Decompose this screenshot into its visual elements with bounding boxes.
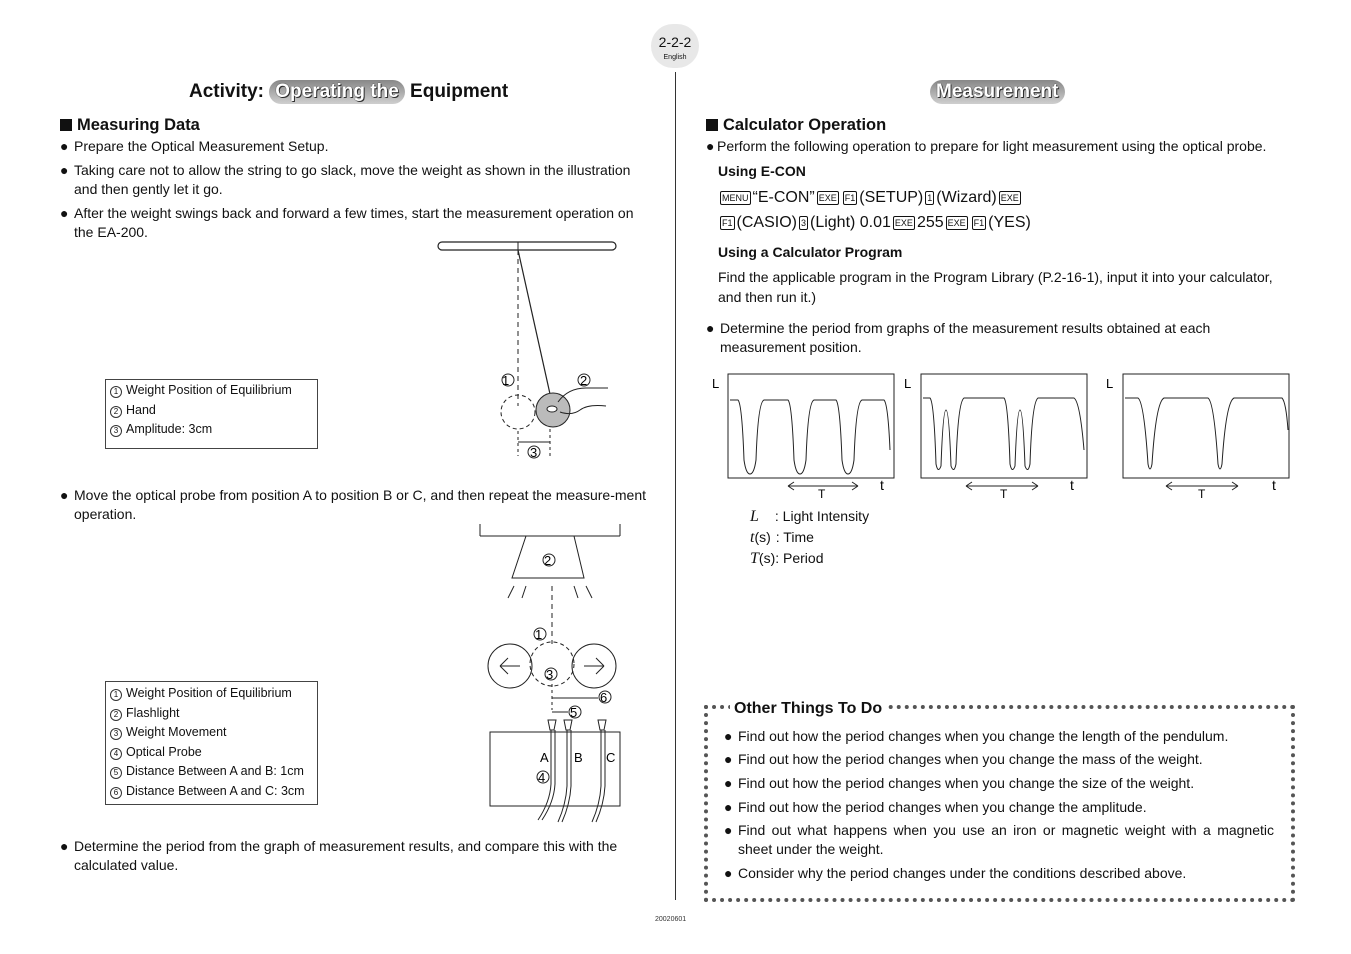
legend-number: 5 xyxy=(110,767,122,779)
activity-title-highlight: Operating the xyxy=(269,80,405,104)
legend-row xyxy=(106,762,317,782)
f1-key-icon: F1 xyxy=(722,218,733,228)
other-item-text: Find out how the period changes when you change the amplitude. xyxy=(738,799,1147,815)
legend-number: 2 xyxy=(110,709,122,721)
bullet-item: ● Perform the following operation to prepare for light measurement using the optical probe. xyxy=(706,137,1296,156)
legend-optical-setup xyxy=(105,681,318,805)
other-item-text: Find out how the period changes when you change the size of the weight. xyxy=(738,775,1195,791)
measurement-title xyxy=(930,80,1065,104)
graph-position-c xyxy=(1106,374,1289,501)
other-item: ● Find out how the period changes when you change the length of the pendulum. xyxy=(724,727,1274,746)
legend-text: : Period xyxy=(775,550,824,566)
legend-number: 6 xyxy=(110,787,122,799)
key-text: 255 xyxy=(916,214,944,231)
key-text: (SETUP) xyxy=(859,189,924,206)
legend-symbol: t xyxy=(750,529,755,546)
other-item: ● Find out what happens when you use an iron or magnetic weight with a magnetic sheet under the weight. xyxy=(724,822,1274,857)
other-item: ● Find out how the period changes when you change the mass of the weight. xyxy=(724,750,1274,769)
graph-legend xyxy=(750,506,869,569)
key-text: (YES) xyxy=(988,214,1031,231)
bullet-text: Move the optical probe from position A to position B or C, and then repeat the measure-ment operation. xyxy=(74,487,646,522)
bullet-text: Taking care not to allow the string to go slack, move the weight as shown in the illustration and then gently let it go. xyxy=(74,162,631,197)
menu-key-icon: MENU xyxy=(722,193,749,203)
legend-symbol: T xyxy=(750,550,759,567)
bullet-text: Determine the period from the graph of measurement results, and compare this with the calculated value. xyxy=(74,838,618,873)
legend-number: 2 xyxy=(110,406,122,418)
bullet-item: ● Prepare the Optical Measurement Setup. xyxy=(60,137,650,156)
label-a: A xyxy=(540,750,549,765)
graph-period-label: T xyxy=(1198,487,1206,501)
label-distance-5: 5 xyxy=(570,705,578,720)
other-item: ● Find out how the period changes when you change the amplitude. xyxy=(724,798,1274,817)
other-item-text: Consider why the period changes under the conditions described above. xyxy=(738,865,1187,881)
f1-key-icon: F1 xyxy=(973,218,985,228)
bullet-item: ● Determine the period from the graph of measurement results, and compare this with the calculated value. xyxy=(60,837,650,875)
graph-y-label: L xyxy=(904,376,912,391)
label-equilibrium-1: 1 xyxy=(535,627,543,642)
exe-key-icon: EXE xyxy=(818,193,837,203)
page-number: 2-2-2 xyxy=(658,34,692,50)
legend-text: Weight Movement xyxy=(126,725,227,739)
key-text: (Light) 0.01 xyxy=(809,214,891,231)
legend-symbol: L xyxy=(750,508,759,525)
graph-legend-row xyxy=(750,548,869,569)
activity-title-suffix: Equipment xyxy=(404,81,509,102)
activity-title-prefix: Activity: xyxy=(189,81,270,102)
legend-unit: (s) xyxy=(758,550,776,566)
legend-number: 1 xyxy=(110,689,122,701)
bullet-text: Determine the period from graphs of the measurement results obtained at each measurement position. xyxy=(720,320,1211,355)
legend-row xyxy=(106,723,317,743)
program-text: Find the applicable program in the Program Library (P.2-16-1), input it into your calculator, and then run it.) xyxy=(718,269,1273,305)
other-item: ● Find out how the period changes when you change the size of the weight. xyxy=(724,774,1274,793)
exe-key-icon: EXE xyxy=(947,218,966,228)
other-item-text: Find out what happens when you use an iron or magnetic weight with a magnetic sheet under the weight. xyxy=(738,822,1274,857)
label-c: C xyxy=(606,750,616,765)
graph-period-label: T xyxy=(1000,487,1008,501)
bullet-item: ● After the weight swings back and forward a few times, start the measurement operation on the EA-200. xyxy=(60,204,650,242)
graph-position-b xyxy=(904,374,1087,501)
graph-x-label: t xyxy=(1070,477,1074,493)
legend-row xyxy=(106,420,317,440)
page-number-badge xyxy=(651,24,699,68)
graph-x-label: t xyxy=(1272,477,1276,493)
legend-text: Optical Probe xyxy=(126,744,202,759)
other-item: ● Consider why the period changes under the conditions described above. xyxy=(724,864,1274,883)
activity-title xyxy=(189,80,508,104)
label-movement-3: 3 xyxy=(546,667,554,682)
legend-text: Weight Position of Equilibrium xyxy=(126,686,292,700)
calculator-operation-label: Calculator Operation xyxy=(723,116,887,134)
f1-key-icon: F1 xyxy=(844,193,856,203)
legend-text: Amplitude: 3cm xyxy=(126,422,213,436)
bullet-item: ● Move the optical probe from position A to position B or C, and then repeat the measure-ment operation. xyxy=(60,486,650,524)
bullet-text: Prepare the Optical Measurement Setup. xyxy=(74,138,329,154)
other-item-text: Find out how the period changes when you change the length of the pendulum. xyxy=(738,728,1229,744)
graph-x-label: t xyxy=(880,477,884,493)
legend-row xyxy=(106,684,317,704)
legend-pendulum xyxy=(105,379,318,449)
measuring-data-heading xyxy=(60,116,200,135)
measuring-data-label: Measuring Data xyxy=(77,116,200,134)
legend-text: Flashlight xyxy=(126,705,180,720)
legend-row xyxy=(106,401,317,421)
pendulum-illustration xyxy=(430,236,630,462)
square-bullet-icon xyxy=(706,119,718,131)
legend-row xyxy=(106,782,317,802)
graph-position-a xyxy=(712,374,894,501)
key-sequence-line-1 xyxy=(718,185,1278,211)
legend-row xyxy=(106,743,317,763)
label-circle-1: 1 xyxy=(502,373,510,388)
bullet-item: ● Determine the period from graphs of the measurement results obtained at each measurement position. xyxy=(706,319,1286,357)
legend-unit: (s) xyxy=(754,529,771,545)
key-sequence-line-2 xyxy=(718,210,1278,236)
other-item-text: Find out how the period changes when you change the mass of the weight. xyxy=(738,751,1203,767)
key-text: “E-CON” xyxy=(752,189,815,206)
legend-number: 1 xyxy=(110,386,122,398)
bullet-text: Perform the following operation to prepare for light measurement using the optical probe. xyxy=(717,138,1267,154)
legend-text: Distance Between A and B: 1cm xyxy=(126,764,304,778)
legend-text: Weight Position of Equilibrium xyxy=(126,383,292,397)
bullet-item: ● Taking care not to allow the string to go slack, move the weight as shown in the illustration and then gently let it go. xyxy=(60,161,650,199)
label-b: B xyxy=(574,750,583,765)
exe-key-icon: EXE xyxy=(1000,193,1019,203)
legend-number: 3 xyxy=(110,425,122,437)
three-key-icon: 3 xyxy=(800,218,806,228)
label-distance-6: 6 xyxy=(600,690,608,705)
legend-number: 4 xyxy=(110,748,122,760)
graph-period-label: T xyxy=(818,487,826,501)
calculator-operation-heading xyxy=(706,116,886,135)
econ-heading: Using E-CON xyxy=(718,163,806,179)
label-probe-4: 4 xyxy=(538,770,546,785)
period-graphs xyxy=(708,370,1298,502)
language-label: English xyxy=(663,54,687,61)
footer-code: 20020601 xyxy=(655,916,687,923)
legend-row xyxy=(106,381,317,401)
graph-legend-row xyxy=(750,506,869,527)
legend-text: Distance Between A and C: 3cm xyxy=(126,783,305,798)
graph-y-label: L xyxy=(1106,376,1114,391)
key-text: (CASIO) xyxy=(736,214,797,231)
other-things-title: Other Things To Do xyxy=(730,700,886,718)
column-divider xyxy=(675,72,676,900)
square-bullet-icon xyxy=(60,119,72,131)
key-text: (Wizard) xyxy=(936,189,997,206)
graph-legend-row xyxy=(750,527,869,548)
label-flashlight-2: 2 xyxy=(544,553,552,568)
bullet-text: After the weight swings back and forward a few times, start the measurement operation on the EA-200. xyxy=(74,205,634,240)
one-key-icon: 1 xyxy=(927,193,933,203)
legend-row xyxy=(106,704,317,724)
optical-setup-illustration xyxy=(478,524,623,824)
measurement-title-text: Measurement xyxy=(930,80,1065,104)
program-heading: Using a Calculator Program xyxy=(718,244,903,260)
legend-number: 3 xyxy=(110,728,122,740)
exe-key-icon: EXE xyxy=(894,218,913,228)
legend-text: : Light Intensity xyxy=(774,508,870,524)
legend-text: : Time xyxy=(775,529,814,545)
label-circle-2: 2 xyxy=(580,373,588,388)
graph-y-label: L xyxy=(712,376,720,391)
label-circle-3: 3 xyxy=(530,445,538,460)
legend-text: Hand xyxy=(126,402,156,417)
